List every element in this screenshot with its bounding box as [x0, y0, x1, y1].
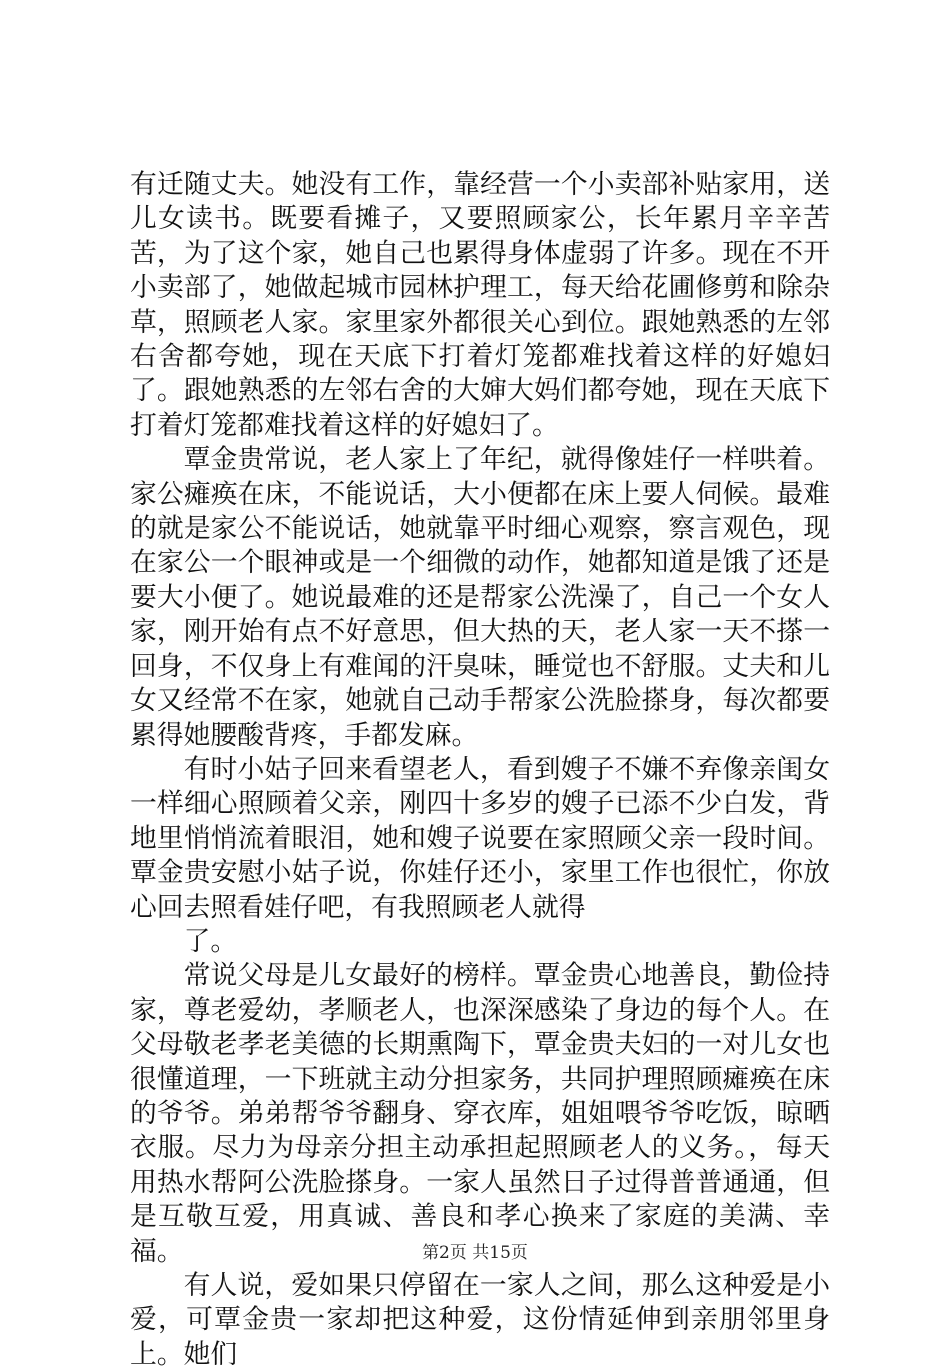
paragraph-5: 有人说，爱如果只停留在一家人之间，那么这种爱是小爱，可覃金贵一家却把这种爱，这份情延伸到亲朋邻里身上。她们	[130, 1270, 830, 1370]
paragraph-4: 常说父母是儿女最好的榜样。覃金贵心地善良，勤俭持家，尊老爱幼，孝顺老人，也深深感染了身边的每个人。在父母敬老孝老美德的长期熏陶下，覃金贵夫妇的一对儿女也很懂道理，一下班就主动分担家务，共同护理照顾瘫痪在床的爷爷。弟弟帮爷爷翻身、穿衣库，姐姐喂爷爷吃饭，晾晒衣服。尽力为母亲分担主动承担起照顾老人的义务。，每天用热水帮阿公洗脸搽身。一家人虽然日子过得普普通通，但是互敬互爱，用真诚、善良和孝心换来了家庭的美满、幸福。	[130, 960, 830, 1267]
paragraph-2: 覃金贵常说，老人家上了年纪，就得像娃仔一样哄着。家公瘫痪在床，不能说话，大小便都在床上要人伺候。最难的就是家公不能说话，她就靠平时细心观察，察言观色，现在家公一个眼神或是一个细微的动作，她都知道是饿了还是要大小便了。她说最难的还是帮家公洗澡了，自己一个女人家，刚开始有点不好意思，但大热的天，老人家一天不搽一回身，不仅身上有难闻的汗臭味，睡觉也不舒服。丈夫和儿女又经常不在家，她就自己动手帮家公洗脸搽身，每次都要累得她腰酸背疼，手都发麻。	[130, 444, 830, 751]
paragraph-3: 有时小姑子回来看望老人，看到嫂子不嫌不弃像亲闺女一样细心照顾着父亲，刚四十多岁的嫂子已添不少白发，背地里悄悄流着眼泪，她和嫂子说要在家照顾父亲一段时间。覃金贵安慰小姑子说，你娃仔还小，家里工作也很忙，你放心回去照看娃仔吧，有我照顾老人就得	[130, 753, 830, 923]
document-body	[130, 168, 830, 1372]
page-number-footer: 第2页 共15页	[422, 1243, 528, 1263]
paragraph-1: 有迁随丈夫。她没有工作，靠经营一个小卖部补贴家用，送儿女读书。既要看摊子，又要照顾家公，长年累月辛辛苦苦，为了这个家，她自己也累得身体虚弱了许多。现在不开小卖部了，她做起城市园林护理工，每天给花圃修剪和除杂草，照顾老人家。家里家外都很关心到位。跟她熟悉的左邻右舍都夸她，现在天底下打着灯笼都难找着这样的好媳妇了。跟她熟悉的左邻右舍的大婶大妈们都夸她，现在天底下打着灯笼都难找着这样的好媳妇了。	[130, 169, 830, 441]
paragraph-3-continuation: 了。	[183, 925, 238, 957]
